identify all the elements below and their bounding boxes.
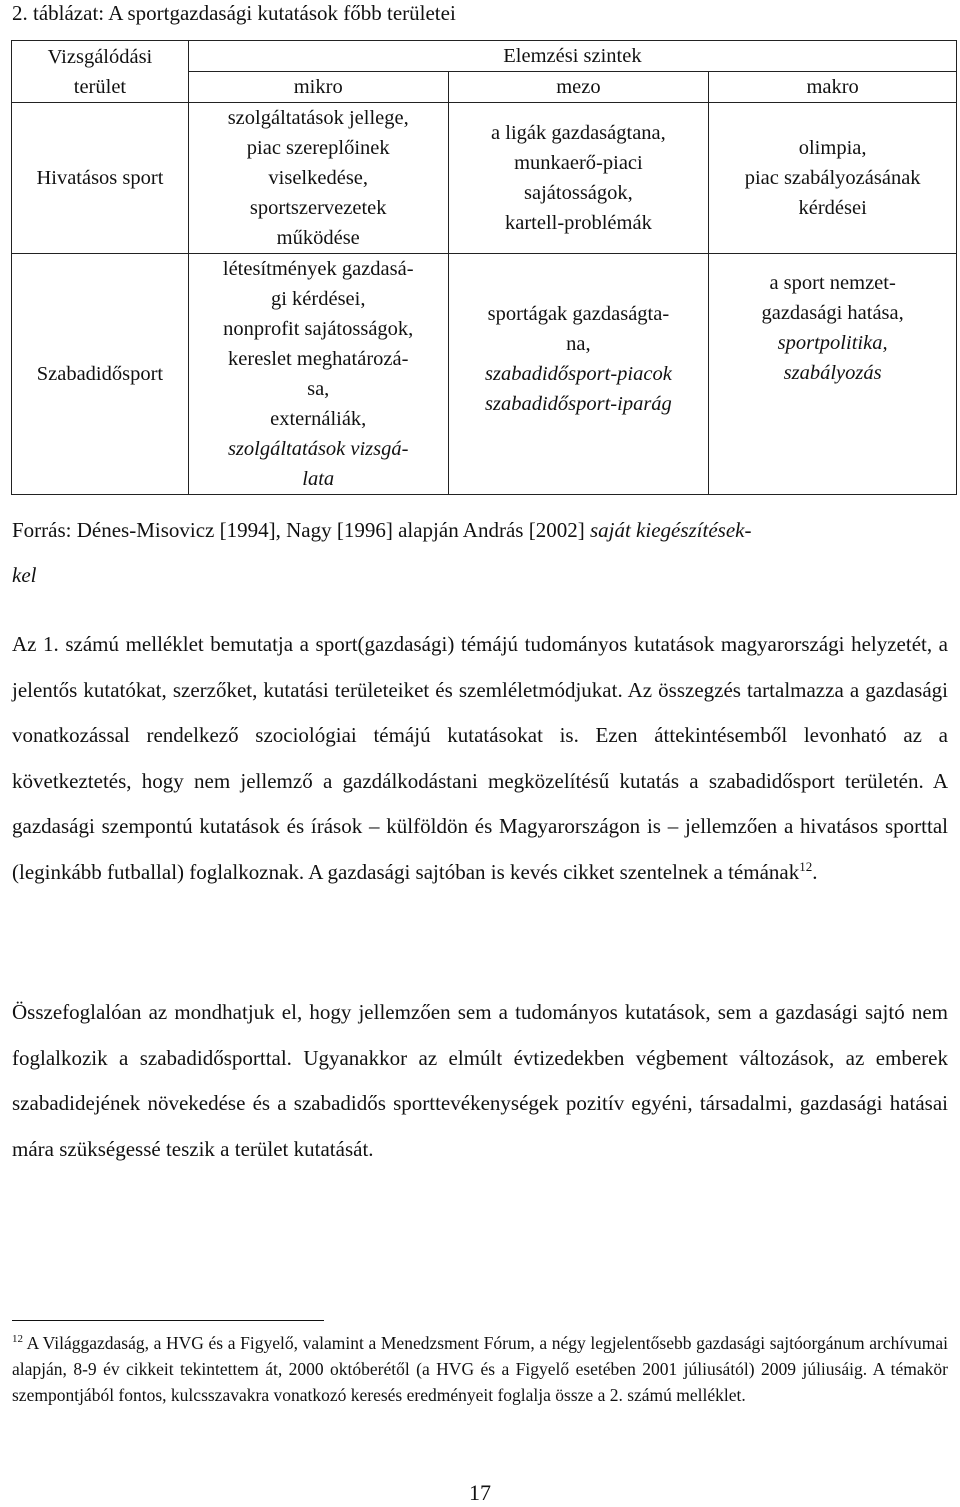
page-number: 17 <box>469 1480 491 1505</box>
cell-leisure-macro: a sport nemzet- gazdasági hatása, sportpolitika, szabályozás <box>709 254 957 495</box>
row-label-leisure: Szabadidősport <box>12 254 189 495</box>
paragraph-1: Az 1. számú melléklet bemutatja a sport(gazdasági) témájú tudományos kutatások magyarországi helyzetét, a jelentős kutatókat, szerzőket, kutatási területeiket és szemléletmódjukat. Az összegzés tartalmazza a gazdasági vonatkozással rendelkező szociológiai témájú kutatásokat is. Ezen áttekintésemből levonható az a következtetés, hogy nem jellemző a gazdálkodástani megközelítésű kutatás a szabadidősport területén. A gazdasági szempontú kutatások és írások – külföldön és Magyarországon is – jellemzően a hivatásos sporttal (leginkább futballal) foglalkoznak. A gazdasági sajtóban is kevés cikket szentelnek a témának$^{12}$. <box>12 632 948 884</box>
row-label-professional: Hivatásos sport <box>12 103 189 254</box>
paragraph-2: Összefoglalóan az mondhatjuk el, hogy jellemzően sem a tudományos kutatások, sem a gazdasági sajtó nem foglalkozik a szabadidősporttal. Ugyanakkor az elmúlt évtizedekben végbement változások, az emberek szabadidejének növekedése és a szabadidős sporttevékenységek pozitív egyéni, társadalmi, gazdasági hatásai mára szükségessé teszik a terület kutatását. <box>12 1000 948 1161</box>
footnote: $^{12}$ A Világgazdaság, a HVG és a Figyelő, valamint a Menedzsment Fórum, a négy legjelentősebb gazdasági sajtóorgánum archívumai alapján, 8-9 év cikkeit tekintettem át, 2000 októberétől (a HVG és a Figyelő esetében 2001 júliusától) 2009 júliusáig. A témakör szempontjából fontos, kulcsszavakra vonatkozó keresés eredményeit foglalja össze a 2. számú melléklet. <box>12 1333 948 1405</box>
source-note: Forrás: Dénes-Misovicz [1994], Nagy [1996] alapján András [2002] saját kiegészítések- kel <box>12 518 752 587</box>
header-meso-cell: mezo <box>448 72 709 103</box>
header-field-cell: Vizsgálódási terület <box>12 41 189 103</box>
research-areas-table <box>11 40 957 495</box>
footnote-divider <box>12 1320 324 1321</box>
header-macro-cell: makro <box>709 72 957 103</box>
header-levels-cell: Elemzési szintek <box>188 41 956 72</box>
header-micro-cell: mikro <box>188 72 448 103</box>
cell-leisure-micro: létesítmények gazdasá- gi kérdései, nonprofit sajátosságok, kereslet meghatározá- sa, externáliák, szolgáltatások vizsgá- lata <box>188 254 448 495</box>
cell-leisure-meso: sportágak gazdaságta- na, szabadidősport-piacok szabadidősport-iparág <box>448 254 709 495</box>
cell-professional-macro: olimpia, piac szabályozásának kérdései <box>709 103 957 254</box>
cell-professional-meso: a ligák gazdaságtana, munkaerő-piaci sajátosságok, kartell-problémák <box>448 103 709 254</box>
footnote-ref[interactable]: 12 <box>799 858 813 874</box>
cell-professional-micro: szolgáltatások jellege, piac szereplőinek viselkedése, sportszervezetek működése <box>188 103 448 254</box>
table-caption: 2. táblázat: A sportgazdasági kutatások főbb területei <box>12 1 456 25</box>
